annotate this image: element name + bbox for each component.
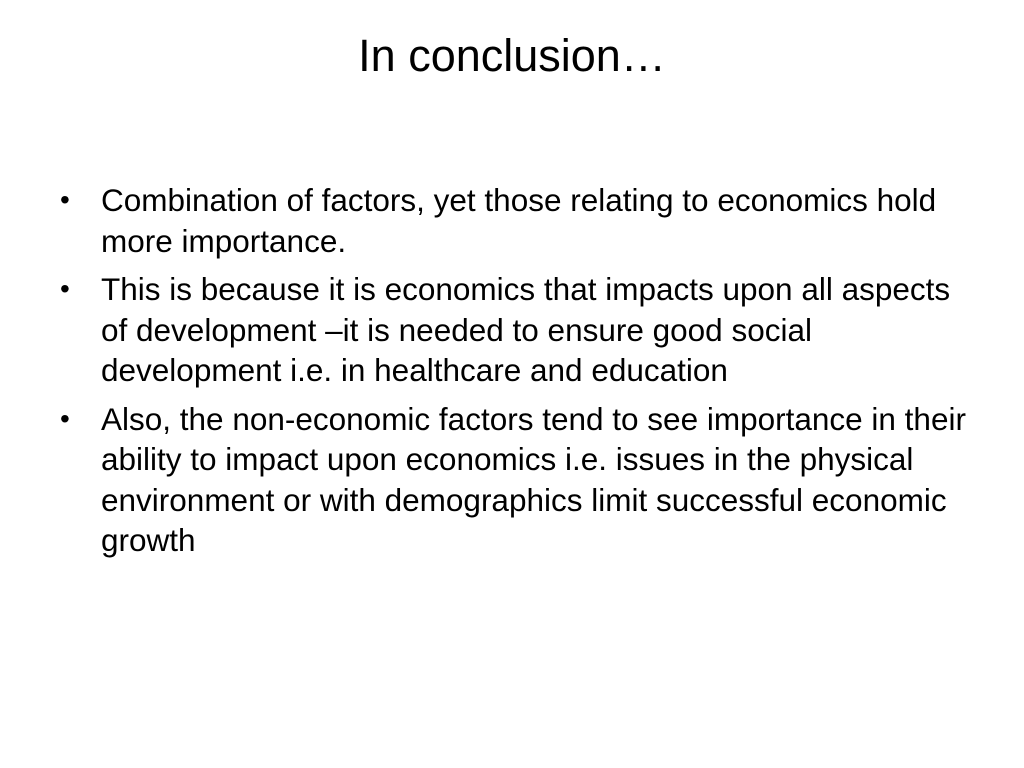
bullet-text: Combination of factors, yet those relating to economics hold more importance. <box>101 182 937 259</box>
bullet-item <box>56 180 976 261</box>
bullet-icon: • <box>60 402 70 434</box>
bullet-icon: • <box>60 273 70 304</box>
bullet-text: Also, the non-economic factors tend to see importance in their ability to impact upon economics i.e. issues in the physical environment or with demographics limit successful economic growth <box>101 400 966 558</box>
slide-body <box>56 180 976 569</box>
bullet-text: This is because it is economics that impacts upon all aspects of development –it is needed to ensure good social development i.e. in healthcare and education <box>101 271 951 388</box>
bullet-item <box>56 399 976 561</box>
bullet-icon: • <box>60 184 70 215</box>
bullet-item <box>56 269 976 391</box>
slide-title: In conclusion… <box>358 30 666 81</box>
bullet-list <box>56 180 976 561</box>
